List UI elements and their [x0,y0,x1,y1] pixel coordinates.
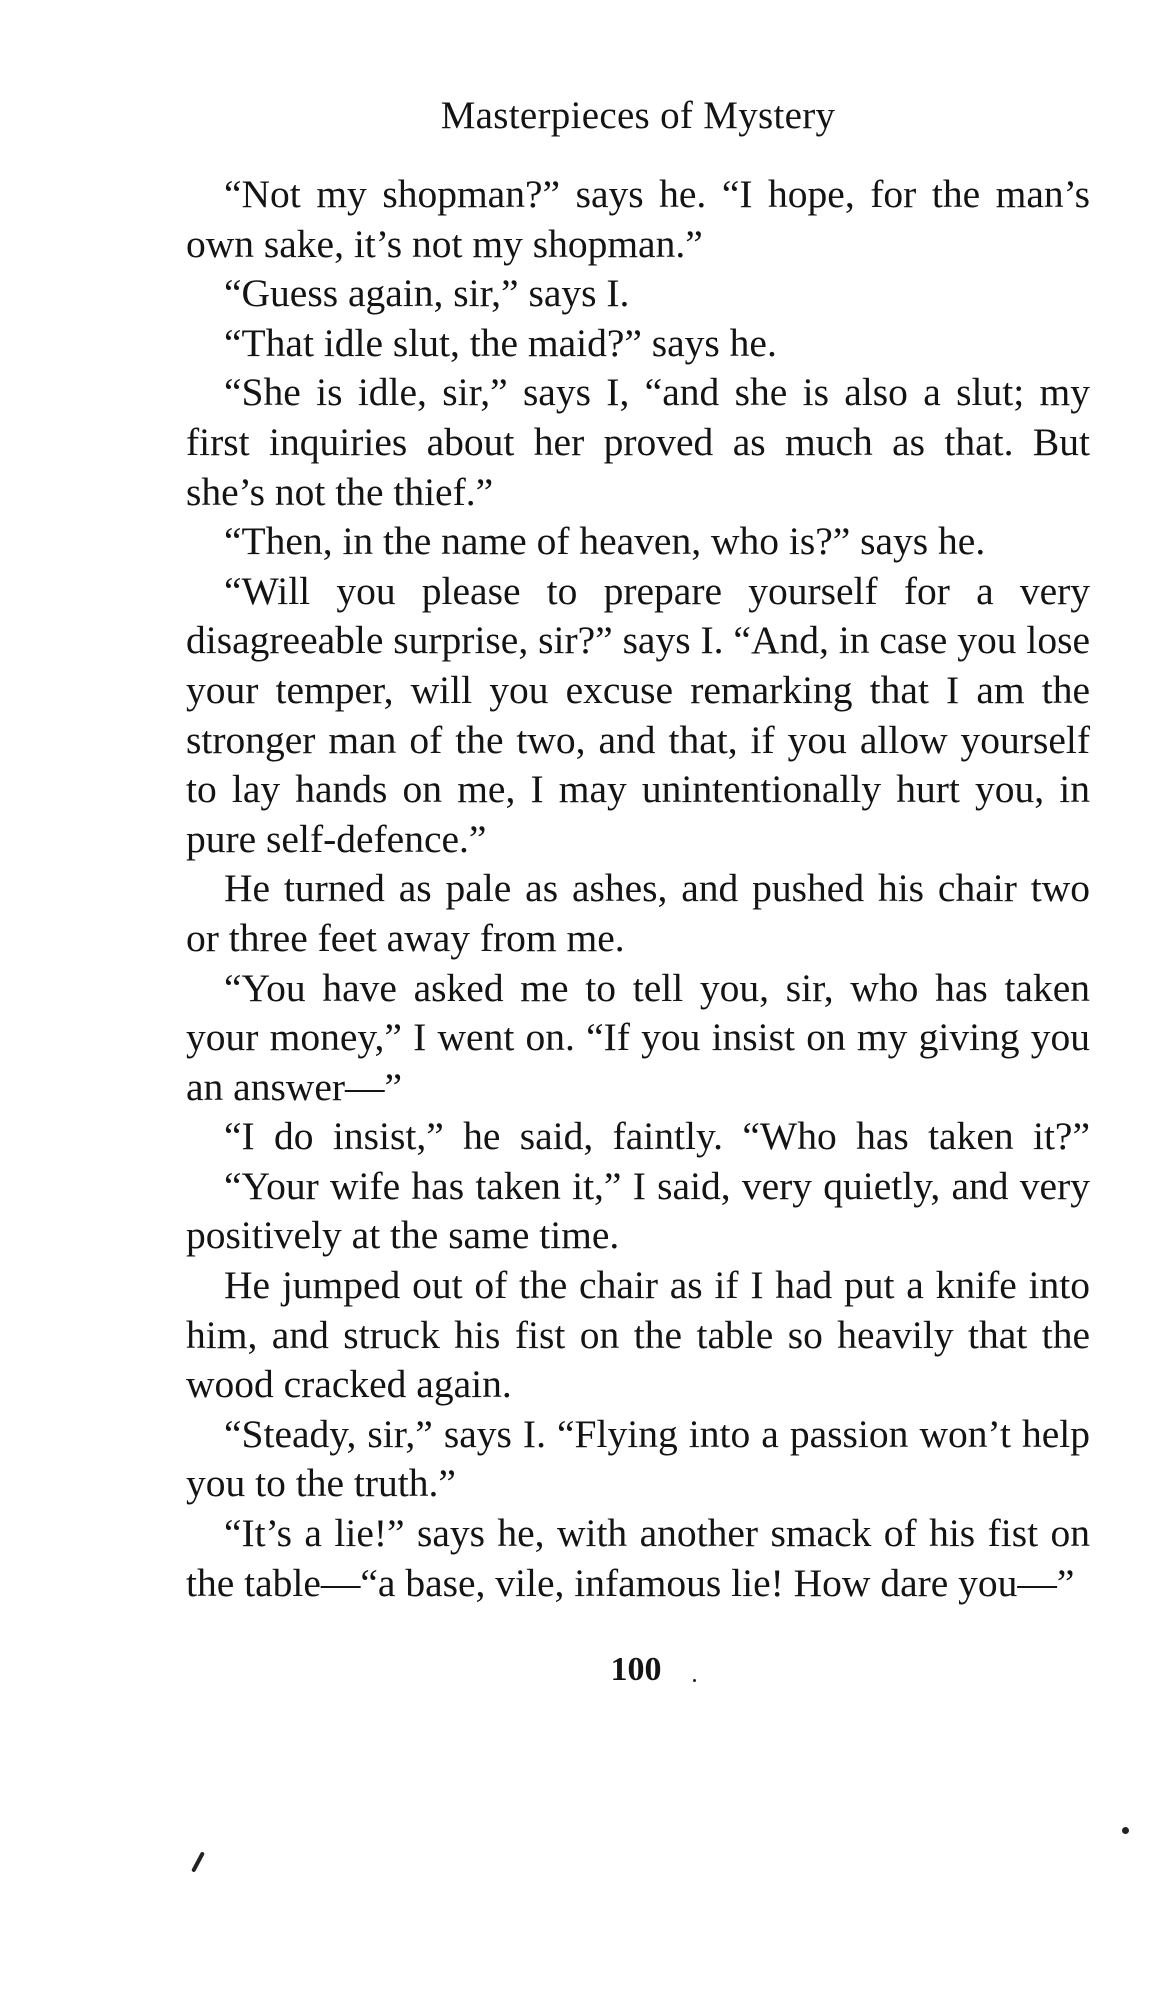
paragraph: “Your wife has taken it,” I said, very quietly, and very positively at the same time. [186,1163,1090,1258]
scan-mark [191,1851,205,1872]
paragraph: “Steady, sir,” says I. “Flying into a passion won’t help you to the truth.” [186,1411,1090,1506]
running-head: Masterpieces of Mystery [440,94,836,137]
paragraph: “She is idle, sir,” says I, “and she is also a slut; my first inquiries about her proved as much as that. But she’s not the thief.” [186,370,1090,514]
paragraph: “Guess again, sir,” says I. [224,271,630,316]
paragraph: “Not my shopman?” says he. “I hope, for the man’s own sake, it’s not my shopman.” [186,172,1090,266]
paragraph: “Will you please to prepare yourself for a very disagreeable surprise, sir?” says I. “And, in case you lose your temper, will you excuse remarking that I am the stronger man of the two, and that, if you allow yourself to lay hands on me, I may unintentionally hurt you, in pure self-defence.” [186,568,1090,861]
paragraph: “Then, in the name of heaven, who is?” says he. [224,519,986,564]
paragraph: He jumped out of the chair as if I had put a knife into him, and struck his fist on the table so heavily that the wood cracked again. [186,1263,1090,1407]
page-number: 100 [610,1651,662,1688]
paragraph: “That idle slut, the maid?” says he. [224,320,777,365]
scan-speck [693,1679,696,1682]
scan-speck [1122,1827,1129,1834]
paragraph: He turned as pale as ashes, and pushed his chair two or three feet away from me. [186,866,1090,960]
paragraph: “It’s a lie!” says he, with another smack of his fist on the table—“a base, vile, infamous lie! How dare you—” [186,1511,1090,1605]
paragraph: “You have asked me to tell you, sir, who has taken your money,” I went on. “If you insist on my giving you an answer—” [186,965,1090,1109]
body-text [186,170,1090,1608]
paragraph: “I do insist,” he said, faintly. “Who has taken it?” [224,1114,1090,1159]
